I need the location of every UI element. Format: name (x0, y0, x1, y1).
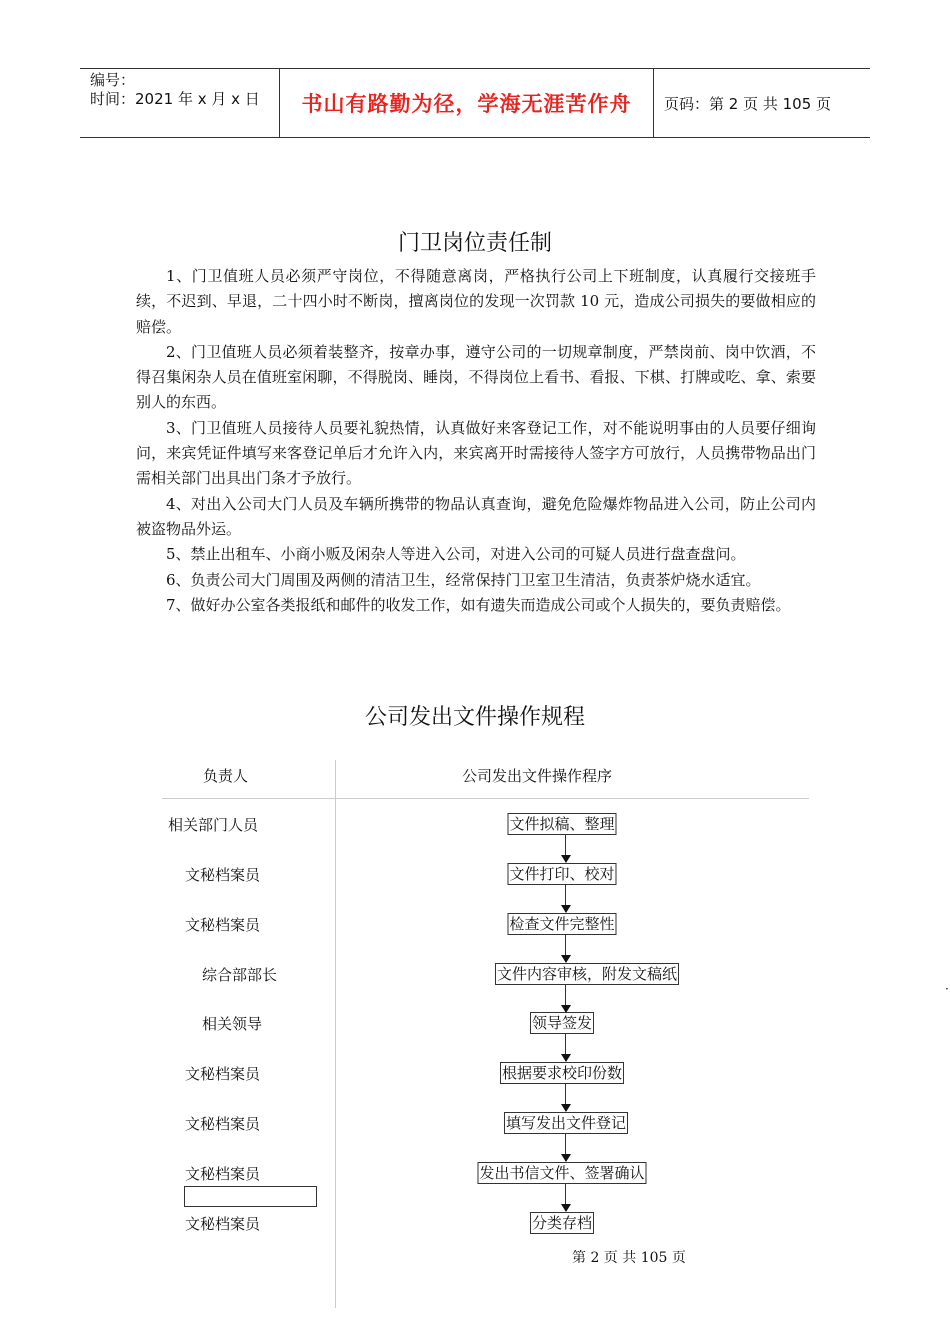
flow-arrow (565, 1134, 566, 1161)
column-divider (335, 760, 336, 1308)
flow-arrow (565, 1034, 566, 1061)
section2-title: 公司发出文件操作规程 (364, 705, 585, 730)
flow-person: 文秘档案员 (185, 1115, 261, 1133)
flow-step: 根据要求校印份数 (501, 1064, 623, 1082)
flow-person: 综合部部长 (202, 966, 278, 984)
header-motto: 书山有路勤为径，学海无涯苦作舟 (280, 69, 654, 137)
paragraph: 4、对出入公司大门人员及车辆所携带的物品认真查询，避免危险爆炸物品进入公司，防止公司内被盗物品外运。 (136, 494, 816, 538)
flow-arrow (565, 985, 566, 1012)
flow-person: 相关领导 (202, 1015, 263, 1033)
flow-arrow (565, 835, 566, 862)
column-header-person: 负责人 (203, 767, 249, 785)
paragraph: 5、禁止出租车、小商小贩及闲杂人等进入公司，对进入公司的可疑人员进行盘查盘问。 (166, 545, 746, 564)
section1-title: 门卫岗位责任制 (397, 231, 552, 256)
header-meta (80, 69, 280, 137)
section1-body (136, 264, 816, 618)
header-divider (162, 798, 809, 799)
flow-step: 文件打印、校对 (509, 865, 615, 883)
header-page-info: 页码：第 2 页 共 105 页 (664, 94, 832, 113)
flow-step: 领导签发 (531, 1014, 593, 1032)
page-header (80, 68, 870, 138)
flow-step: 文件内容审核，附发文稿纸 (496, 965, 678, 983)
stray-mark: · (945, 982, 949, 996)
paragraph: 1、门卫值班人员必须严守岗位，不得随意离岗，严格执行公司上下班制度，认真履行交接班手续，不迟到、早退，二十四小时不断岗，擅离岗位的发现一次罚款 10 元，造成公司损失的要做相应的赔偿。 (136, 267, 816, 336)
flow-person: 文秘档案员 (185, 1215, 261, 1233)
flow-arrow (565, 935, 566, 962)
flow-arrow (565, 1184, 566, 1211)
blank-box (184, 1186, 317, 1207)
page-footer: 第 2 页 共 105 页 (572, 1250, 686, 1266)
flow-arrow (565, 1084, 566, 1111)
flow-person: 文秘档案员 (185, 916, 261, 934)
flow-person: 文秘档案员 (185, 1165, 261, 1183)
flow-step: 发出书信文件、签署确认 (479, 1164, 645, 1182)
paragraph: 2、门卫值班人员必须着装整齐，按章办事，遵守公司的一切规章制度，严禁岗前、岗中饮酒，不得召集闲杂人员在值班室闲聊，不得脱岗、睡岗，不得岗位上看书、看报、下棋、打牌或吃、拿、索要别人的东西。 (136, 342, 816, 412)
paragraph: 6、负责公司大门周围及两侧的清洁卫生，经常保持门卫室卫生清洁，负责茶炉烧水适宜。 (166, 570, 761, 589)
flow-person: 文秘档案员 (185, 1065, 261, 1083)
time-label: 时间：2021 年 x 月 x 日 (90, 90, 260, 108)
flow-person: 文秘档案员 (185, 866, 261, 884)
column-header-procedure: 公司发出文件操作程序 (462, 767, 613, 785)
flow-step: 分类存档 (531, 1214, 593, 1232)
flow-step: 文件拟稿、整理 (509, 815, 615, 833)
paragraph: 7、做好办公室各类报纸和邮件的收发工作，如有遗失而造成公司或个人损失的，要负责赔偿。 (166, 595, 791, 614)
flow-step: 填写发出文件登记 (505, 1114, 627, 1132)
flow-step: 检查文件完整性 (509, 915, 615, 933)
flow-person: 相关部门人员 (168, 816, 259, 834)
flow-arrow (565, 885, 566, 912)
number-label: 编号： (90, 71, 136, 89)
paragraph: 3、门卫值班人员接待人员要礼貌热情，认真做好来客登记工作，对不能说明事由的人员要仔细询问，来宾凭证件填写来客登记单后才允许入内，来宾离开时需接待人签字方可放行，人员携带物品出门需相关部门出具出门条才予放行。 (136, 418, 816, 488)
